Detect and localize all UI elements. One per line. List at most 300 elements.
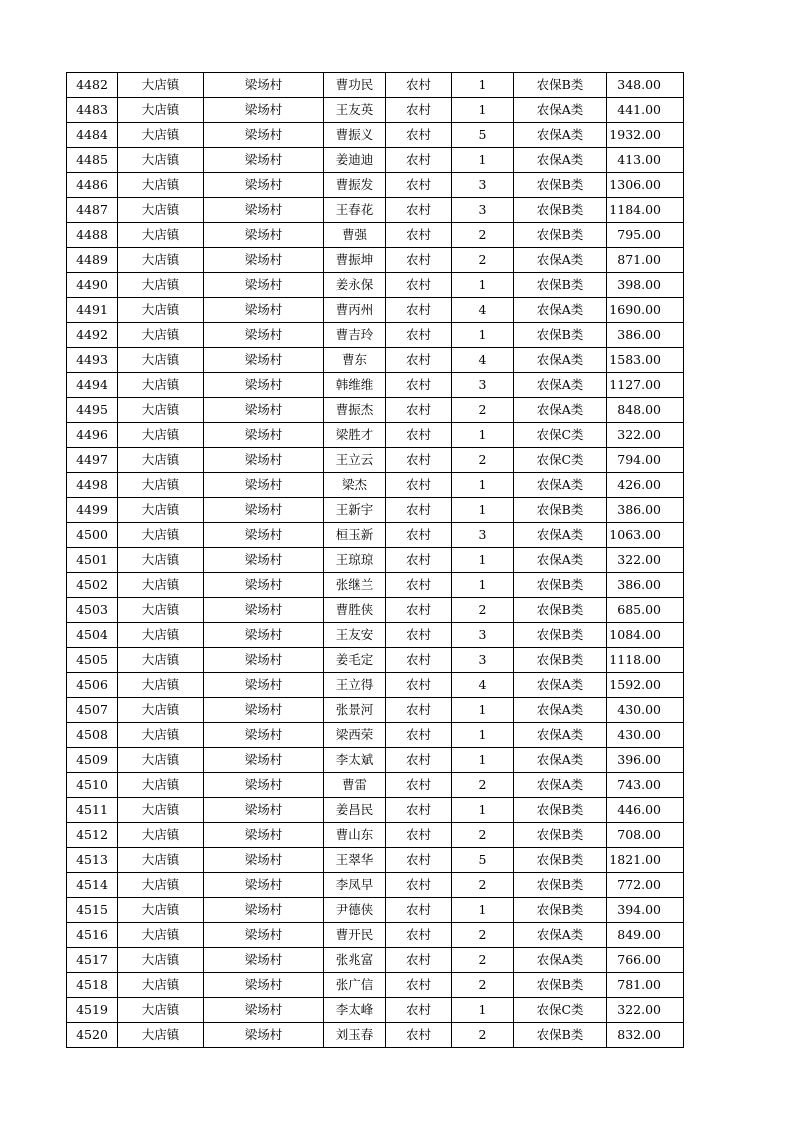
amount-cell: 398.00 [607, 273, 684, 298]
area-type-cell: 农村 [386, 998, 452, 1023]
table-row [67, 273, 684, 298]
amount-cell: 322.00 [607, 548, 684, 573]
name-cell: 梁胜才 [324, 423, 386, 448]
area-type-cell: 农村 [386, 148, 452, 173]
table-row [67, 623, 684, 648]
amount-cell: 1583.00 [607, 348, 684, 373]
village-cell: 梁场村 [204, 223, 324, 248]
village-cell: 梁场村 [204, 873, 324, 898]
area-type-cell: 农村 [386, 73, 452, 98]
amount-cell: 446.00 [607, 798, 684, 823]
town-cell: 大店镇 [118, 573, 204, 598]
row-number-cell: 4515 [67, 898, 118, 923]
row-number-cell: 4485 [67, 148, 118, 173]
town-cell: 大店镇 [118, 498, 204, 523]
area-type-cell: 农村 [386, 98, 452, 123]
town-cell: 大店镇 [118, 348, 204, 373]
category-cell: 农保A类 [514, 773, 607, 798]
household-count-cell: 1 [452, 748, 514, 773]
town-cell: 大店镇 [118, 123, 204, 148]
area-type-cell: 农村 [386, 423, 452, 448]
household-count-cell: 1 [452, 423, 514, 448]
category-cell: 农保B类 [514, 648, 607, 673]
town-cell: 大店镇 [118, 998, 204, 1023]
area-type-cell: 农村 [386, 323, 452, 348]
row-number-cell: 4514 [67, 873, 118, 898]
village-cell: 梁场村 [204, 148, 324, 173]
village-cell: 梁场村 [204, 1023, 324, 1048]
category-cell: 农保A类 [514, 248, 607, 273]
name-cell: 王春花 [324, 198, 386, 223]
village-cell: 梁场村 [204, 598, 324, 623]
table-row [67, 1023, 684, 1048]
category-cell: 农保B类 [514, 623, 607, 648]
table-row [67, 973, 684, 998]
table-row [67, 748, 684, 773]
household-count-cell: 1 [452, 573, 514, 598]
village-cell: 梁场村 [204, 748, 324, 773]
name-cell: 王新宇 [324, 498, 386, 523]
town-cell: 大店镇 [118, 148, 204, 173]
row-number-cell: 4509 [67, 748, 118, 773]
area-type-cell: 农村 [386, 198, 452, 223]
table-row [67, 98, 684, 123]
category-cell: 农保B类 [514, 598, 607, 623]
town-cell: 大店镇 [118, 598, 204, 623]
name-cell: 梁西荣 [324, 723, 386, 748]
household-count-cell: 3 [452, 648, 514, 673]
table-row [67, 73, 684, 98]
category-cell: 农保A类 [514, 523, 607, 548]
table-row [67, 198, 684, 223]
area-type-cell: 农村 [386, 673, 452, 698]
area-type-cell: 农村 [386, 873, 452, 898]
household-count-cell: 4 [452, 673, 514, 698]
name-cell: 张景河 [324, 698, 386, 723]
table-row [67, 848, 684, 873]
row-number-cell: 4488 [67, 223, 118, 248]
category-cell: 农保A类 [514, 148, 607, 173]
amount-cell: 848.00 [607, 398, 684, 423]
amount-cell: 1306.00 [607, 173, 684, 198]
area-type-cell: 农村 [386, 248, 452, 273]
name-cell: 韩维维 [324, 373, 386, 398]
amount-cell: 1821.00 [607, 848, 684, 873]
village-cell: 梁场村 [204, 448, 324, 473]
category-cell: 农保A类 [514, 373, 607, 398]
town-cell: 大店镇 [118, 173, 204, 198]
table-row [67, 448, 684, 473]
village-cell: 梁场村 [204, 98, 324, 123]
category-cell: 农保A类 [514, 923, 607, 948]
row-number-cell: 4506 [67, 673, 118, 698]
table-row [67, 498, 684, 523]
row-number-cell: 4505 [67, 648, 118, 673]
amount-cell: 794.00 [607, 448, 684, 473]
name-cell: 尹德侠 [324, 898, 386, 923]
town-cell: 大店镇 [118, 473, 204, 498]
town-cell: 大店镇 [118, 948, 204, 973]
amount-cell: 322.00 [607, 423, 684, 448]
area-type-cell: 农村 [386, 648, 452, 673]
area-type-cell: 农村 [386, 223, 452, 248]
row-number-cell: 4499 [67, 498, 118, 523]
row-number-cell: 4520 [67, 1023, 118, 1048]
area-type-cell: 农村 [386, 748, 452, 773]
household-count-cell: 3 [452, 523, 514, 548]
village-cell: 梁场村 [204, 73, 324, 98]
amount-cell: 322.00 [607, 998, 684, 1023]
row-number-cell: 4496 [67, 423, 118, 448]
name-cell: 王立得 [324, 673, 386, 698]
area-type-cell: 农村 [386, 948, 452, 973]
category-cell: 农保B类 [514, 848, 607, 873]
town-cell: 大店镇 [118, 973, 204, 998]
category-cell: 农保B类 [514, 573, 607, 598]
row-number-cell: 4511 [67, 798, 118, 823]
village-cell: 梁场村 [204, 373, 324, 398]
town-cell: 大店镇 [118, 873, 204, 898]
area-type-cell: 农村 [386, 298, 452, 323]
row-number-cell: 4510 [67, 773, 118, 798]
area-type-cell: 农村 [386, 623, 452, 648]
town-cell: 大店镇 [118, 323, 204, 348]
amount-cell: 1063.00 [607, 523, 684, 548]
town-cell: 大店镇 [118, 748, 204, 773]
category-cell: 农保A类 [514, 123, 607, 148]
area-type-cell: 农村 [386, 348, 452, 373]
village-cell: 梁场村 [204, 198, 324, 223]
name-cell: 张继兰 [324, 573, 386, 598]
name-cell: 姜永保 [324, 273, 386, 298]
village-cell: 梁场村 [204, 248, 324, 273]
household-count-cell: 2 [452, 948, 514, 973]
row-number-cell: 4507 [67, 698, 118, 723]
village-cell: 梁场村 [204, 423, 324, 448]
town-cell: 大店镇 [118, 648, 204, 673]
amount-cell: 871.00 [607, 248, 684, 273]
row-number-cell: 4490 [67, 273, 118, 298]
row-number-cell: 4518 [67, 973, 118, 998]
row-number-cell: 4504 [67, 623, 118, 648]
table-row [67, 473, 684, 498]
household-count-cell: 1 [452, 273, 514, 298]
table-row [67, 898, 684, 923]
village-cell: 梁场村 [204, 323, 324, 348]
household-count-cell: 1 [452, 323, 514, 348]
village-cell: 梁场村 [204, 573, 324, 598]
area-type-cell: 农村 [386, 923, 452, 948]
row-number-cell: 4508 [67, 723, 118, 748]
village-cell: 梁场村 [204, 298, 324, 323]
amount-cell: 685.00 [607, 598, 684, 623]
category-cell: 农保B类 [514, 498, 607, 523]
village-cell: 梁场村 [204, 173, 324, 198]
name-cell: 曹丙州 [324, 298, 386, 323]
village-cell: 梁场村 [204, 948, 324, 973]
table-row [67, 823, 684, 848]
row-number-cell: 4512 [67, 823, 118, 848]
table-row [67, 548, 684, 573]
category-cell: 农保B类 [514, 73, 607, 98]
name-cell: 姜昌民 [324, 798, 386, 823]
table-row [67, 598, 684, 623]
village-cell: 梁场村 [204, 348, 324, 373]
household-count-cell: 2 [452, 398, 514, 423]
amount-cell: 396.00 [607, 748, 684, 773]
table-row [67, 323, 684, 348]
area-type-cell: 农村 [386, 548, 452, 573]
table-row [67, 648, 684, 673]
village-cell: 梁场村 [204, 823, 324, 848]
name-cell: 曹强 [324, 223, 386, 248]
amount-cell: 386.00 [607, 498, 684, 523]
household-count-cell: 4 [452, 298, 514, 323]
category-cell: 农保C类 [514, 448, 607, 473]
table-row [67, 223, 684, 248]
household-count-cell: 1 [452, 698, 514, 723]
village-cell: 梁场村 [204, 123, 324, 148]
town-cell: 大店镇 [118, 898, 204, 923]
category-cell: 农保A类 [514, 748, 607, 773]
name-cell: 刘玉春 [324, 1023, 386, 1048]
name-cell: 梁杰 [324, 473, 386, 498]
amount-cell: 441.00 [607, 98, 684, 123]
area-type-cell: 农村 [386, 373, 452, 398]
row-number-cell: 4487 [67, 198, 118, 223]
area-type-cell: 农村 [386, 773, 452, 798]
household-count-cell: 2 [452, 823, 514, 848]
category-cell: 农保B类 [514, 173, 607, 198]
row-number-cell: 4519 [67, 998, 118, 1023]
amount-cell: 386.00 [607, 323, 684, 348]
amount-cell: 1690.00 [607, 298, 684, 323]
name-cell: 王友安 [324, 623, 386, 648]
village-cell: 梁场村 [204, 273, 324, 298]
household-count-cell: 1 [452, 148, 514, 173]
amount-cell: 1084.00 [607, 623, 684, 648]
household-count-cell: 1 [452, 98, 514, 123]
category-cell: 农保A类 [514, 673, 607, 698]
amount-cell: 1592.00 [607, 673, 684, 698]
category-cell: 农保A类 [514, 398, 607, 423]
household-count-cell: 1 [452, 473, 514, 498]
table-row [67, 398, 684, 423]
household-count-cell: 3 [452, 623, 514, 648]
amount-cell: 743.00 [607, 773, 684, 798]
household-count-cell: 2 [452, 873, 514, 898]
household-count-cell: 2 [452, 223, 514, 248]
town-cell: 大店镇 [118, 623, 204, 648]
area-type-cell: 农村 [386, 448, 452, 473]
row-number-cell: 4489 [67, 248, 118, 273]
village-cell: 梁场村 [204, 998, 324, 1023]
row-number-cell: 4513 [67, 848, 118, 873]
row-number-cell: 4495 [67, 398, 118, 423]
household-count-cell: 2 [452, 773, 514, 798]
table-row [67, 673, 684, 698]
amount-cell: 766.00 [607, 948, 684, 973]
table-row [67, 148, 684, 173]
table-body [67, 73, 684, 1048]
household-count-cell: 1 [452, 998, 514, 1023]
name-cell: 曹山东 [324, 823, 386, 848]
amount-cell: 832.00 [607, 1023, 684, 1048]
name-cell: 王立云 [324, 448, 386, 473]
household-count-cell: 2 [452, 248, 514, 273]
household-count-cell: 3 [452, 373, 514, 398]
name-cell: 曹吉玲 [324, 323, 386, 348]
area-type-cell: 农村 [386, 898, 452, 923]
table-row [67, 948, 684, 973]
town-cell: 大店镇 [118, 423, 204, 448]
amount-cell: 772.00 [607, 873, 684, 898]
row-number-cell: 4497 [67, 448, 118, 473]
town-cell: 大店镇 [118, 373, 204, 398]
category-cell: 农保B类 [514, 823, 607, 848]
household-count-cell: 3 [452, 173, 514, 198]
household-count-cell: 2 [452, 1023, 514, 1048]
village-cell: 梁场村 [204, 848, 324, 873]
area-type-cell: 农村 [386, 498, 452, 523]
village-cell: 梁场村 [204, 773, 324, 798]
data-table [66, 72, 684, 1048]
category-cell: 农保B类 [514, 873, 607, 898]
category-cell: 农保A类 [514, 723, 607, 748]
category-cell: 农保A类 [514, 298, 607, 323]
area-type-cell: 农村 [386, 823, 452, 848]
name-cell: 李太斌 [324, 748, 386, 773]
village-cell: 梁场村 [204, 548, 324, 573]
town-cell: 大店镇 [118, 1023, 204, 1048]
town-cell: 大店镇 [118, 398, 204, 423]
village-cell: 梁场村 [204, 723, 324, 748]
area-type-cell: 农村 [386, 398, 452, 423]
row-number-cell: 4498 [67, 473, 118, 498]
village-cell: 梁场村 [204, 498, 324, 523]
village-cell: 梁场村 [204, 648, 324, 673]
area-type-cell: 农村 [386, 523, 452, 548]
name-cell: 姜迪迪 [324, 148, 386, 173]
village-cell: 梁场村 [204, 398, 324, 423]
category-cell: 农保C类 [514, 998, 607, 1023]
amount-cell: 386.00 [607, 573, 684, 598]
name-cell: 曹功民 [324, 73, 386, 98]
town-cell: 大店镇 [118, 548, 204, 573]
table-row [67, 248, 684, 273]
row-number-cell: 4501 [67, 548, 118, 573]
row-number-cell: 4483 [67, 98, 118, 123]
table-row [67, 523, 684, 548]
village-cell: 梁场村 [204, 923, 324, 948]
name-cell: 王友英 [324, 98, 386, 123]
village-cell: 梁场村 [204, 898, 324, 923]
row-number-cell: 4491 [67, 298, 118, 323]
name-cell: 李太峰 [324, 998, 386, 1023]
amount-cell: 1932.00 [607, 123, 684, 148]
household-count-cell: 2 [452, 448, 514, 473]
name-cell: 曹雷 [324, 773, 386, 798]
area-type-cell: 农村 [386, 123, 452, 148]
row-number-cell: 4486 [67, 173, 118, 198]
row-number-cell: 4500 [67, 523, 118, 548]
town-cell: 大店镇 [118, 73, 204, 98]
name-cell: 姜毛定 [324, 648, 386, 673]
amount-cell: 1127.00 [607, 373, 684, 398]
category-cell: 农保B类 [514, 798, 607, 823]
category-cell: 农保B类 [514, 1023, 607, 1048]
table-row [67, 698, 684, 723]
category-cell: 农保A类 [514, 948, 607, 973]
table-row [67, 923, 684, 948]
household-count-cell: 3 [452, 198, 514, 223]
amount-cell: 781.00 [607, 973, 684, 998]
town-cell: 大店镇 [118, 848, 204, 873]
table-row [67, 773, 684, 798]
town-cell: 大店镇 [118, 773, 204, 798]
table-row [67, 423, 684, 448]
name-cell: 曹振坤 [324, 248, 386, 273]
amount-cell: 795.00 [607, 223, 684, 248]
name-cell: 桓玉新 [324, 523, 386, 548]
area-type-cell: 农村 [386, 973, 452, 998]
household-count-cell: 1 [452, 723, 514, 748]
village-cell: 梁场村 [204, 798, 324, 823]
name-cell: 张兆富 [324, 948, 386, 973]
table-row [67, 298, 684, 323]
town-cell: 大店镇 [118, 223, 204, 248]
town-cell: 大店镇 [118, 673, 204, 698]
village-cell: 梁场村 [204, 698, 324, 723]
category-cell: 农保B类 [514, 898, 607, 923]
area-type-cell: 农村 [386, 798, 452, 823]
name-cell: 曹振杰 [324, 398, 386, 423]
category-cell: 农保A类 [514, 473, 607, 498]
town-cell: 大店镇 [118, 298, 204, 323]
village-cell: 梁场村 [204, 673, 324, 698]
table-row [67, 348, 684, 373]
town-cell: 大店镇 [118, 523, 204, 548]
town-cell: 大店镇 [118, 448, 204, 473]
name-cell: 曹胜侠 [324, 598, 386, 623]
town-cell: 大店镇 [118, 198, 204, 223]
name-cell: 曹开民 [324, 923, 386, 948]
amount-cell: 430.00 [607, 698, 684, 723]
household-count-cell: 1 [452, 498, 514, 523]
village-cell: 梁场村 [204, 623, 324, 648]
area-type-cell: 农村 [386, 698, 452, 723]
area-type-cell: 农村 [386, 573, 452, 598]
household-count-cell: 4 [452, 348, 514, 373]
household-count-cell: 1 [452, 798, 514, 823]
row-number-cell: 4492 [67, 323, 118, 348]
category-cell: 农保B类 [514, 273, 607, 298]
row-number-cell: 4516 [67, 923, 118, 948]
table-row [67, 173, 684, 198]
amount-cell: 1118.00 [607, 648, 684, 673]
amount-cell: 394.00 [607, 898, 684, 923]
town-cell: 大店镇 [118, 248, 204, 273]
row-number-cell: 4517 [67, 948, 118, 973]
name-cell: 张广信 [324, 973, 386, 998]
table-row [67, 373, 684, 398]
name-cell: 曹振发 [324, 173, 386, 198]
town-cell: 大店镇 [118, 98, 204, 123]
name-cell: 曹东 [324, 348, 386, 373]
area-type-cell: 农村 [386, 723, 452, 748]
village-cell: 梁场村 [204, 973, 324, 998]
row-number-cell: 4484 [67, 123, 118, 148]
